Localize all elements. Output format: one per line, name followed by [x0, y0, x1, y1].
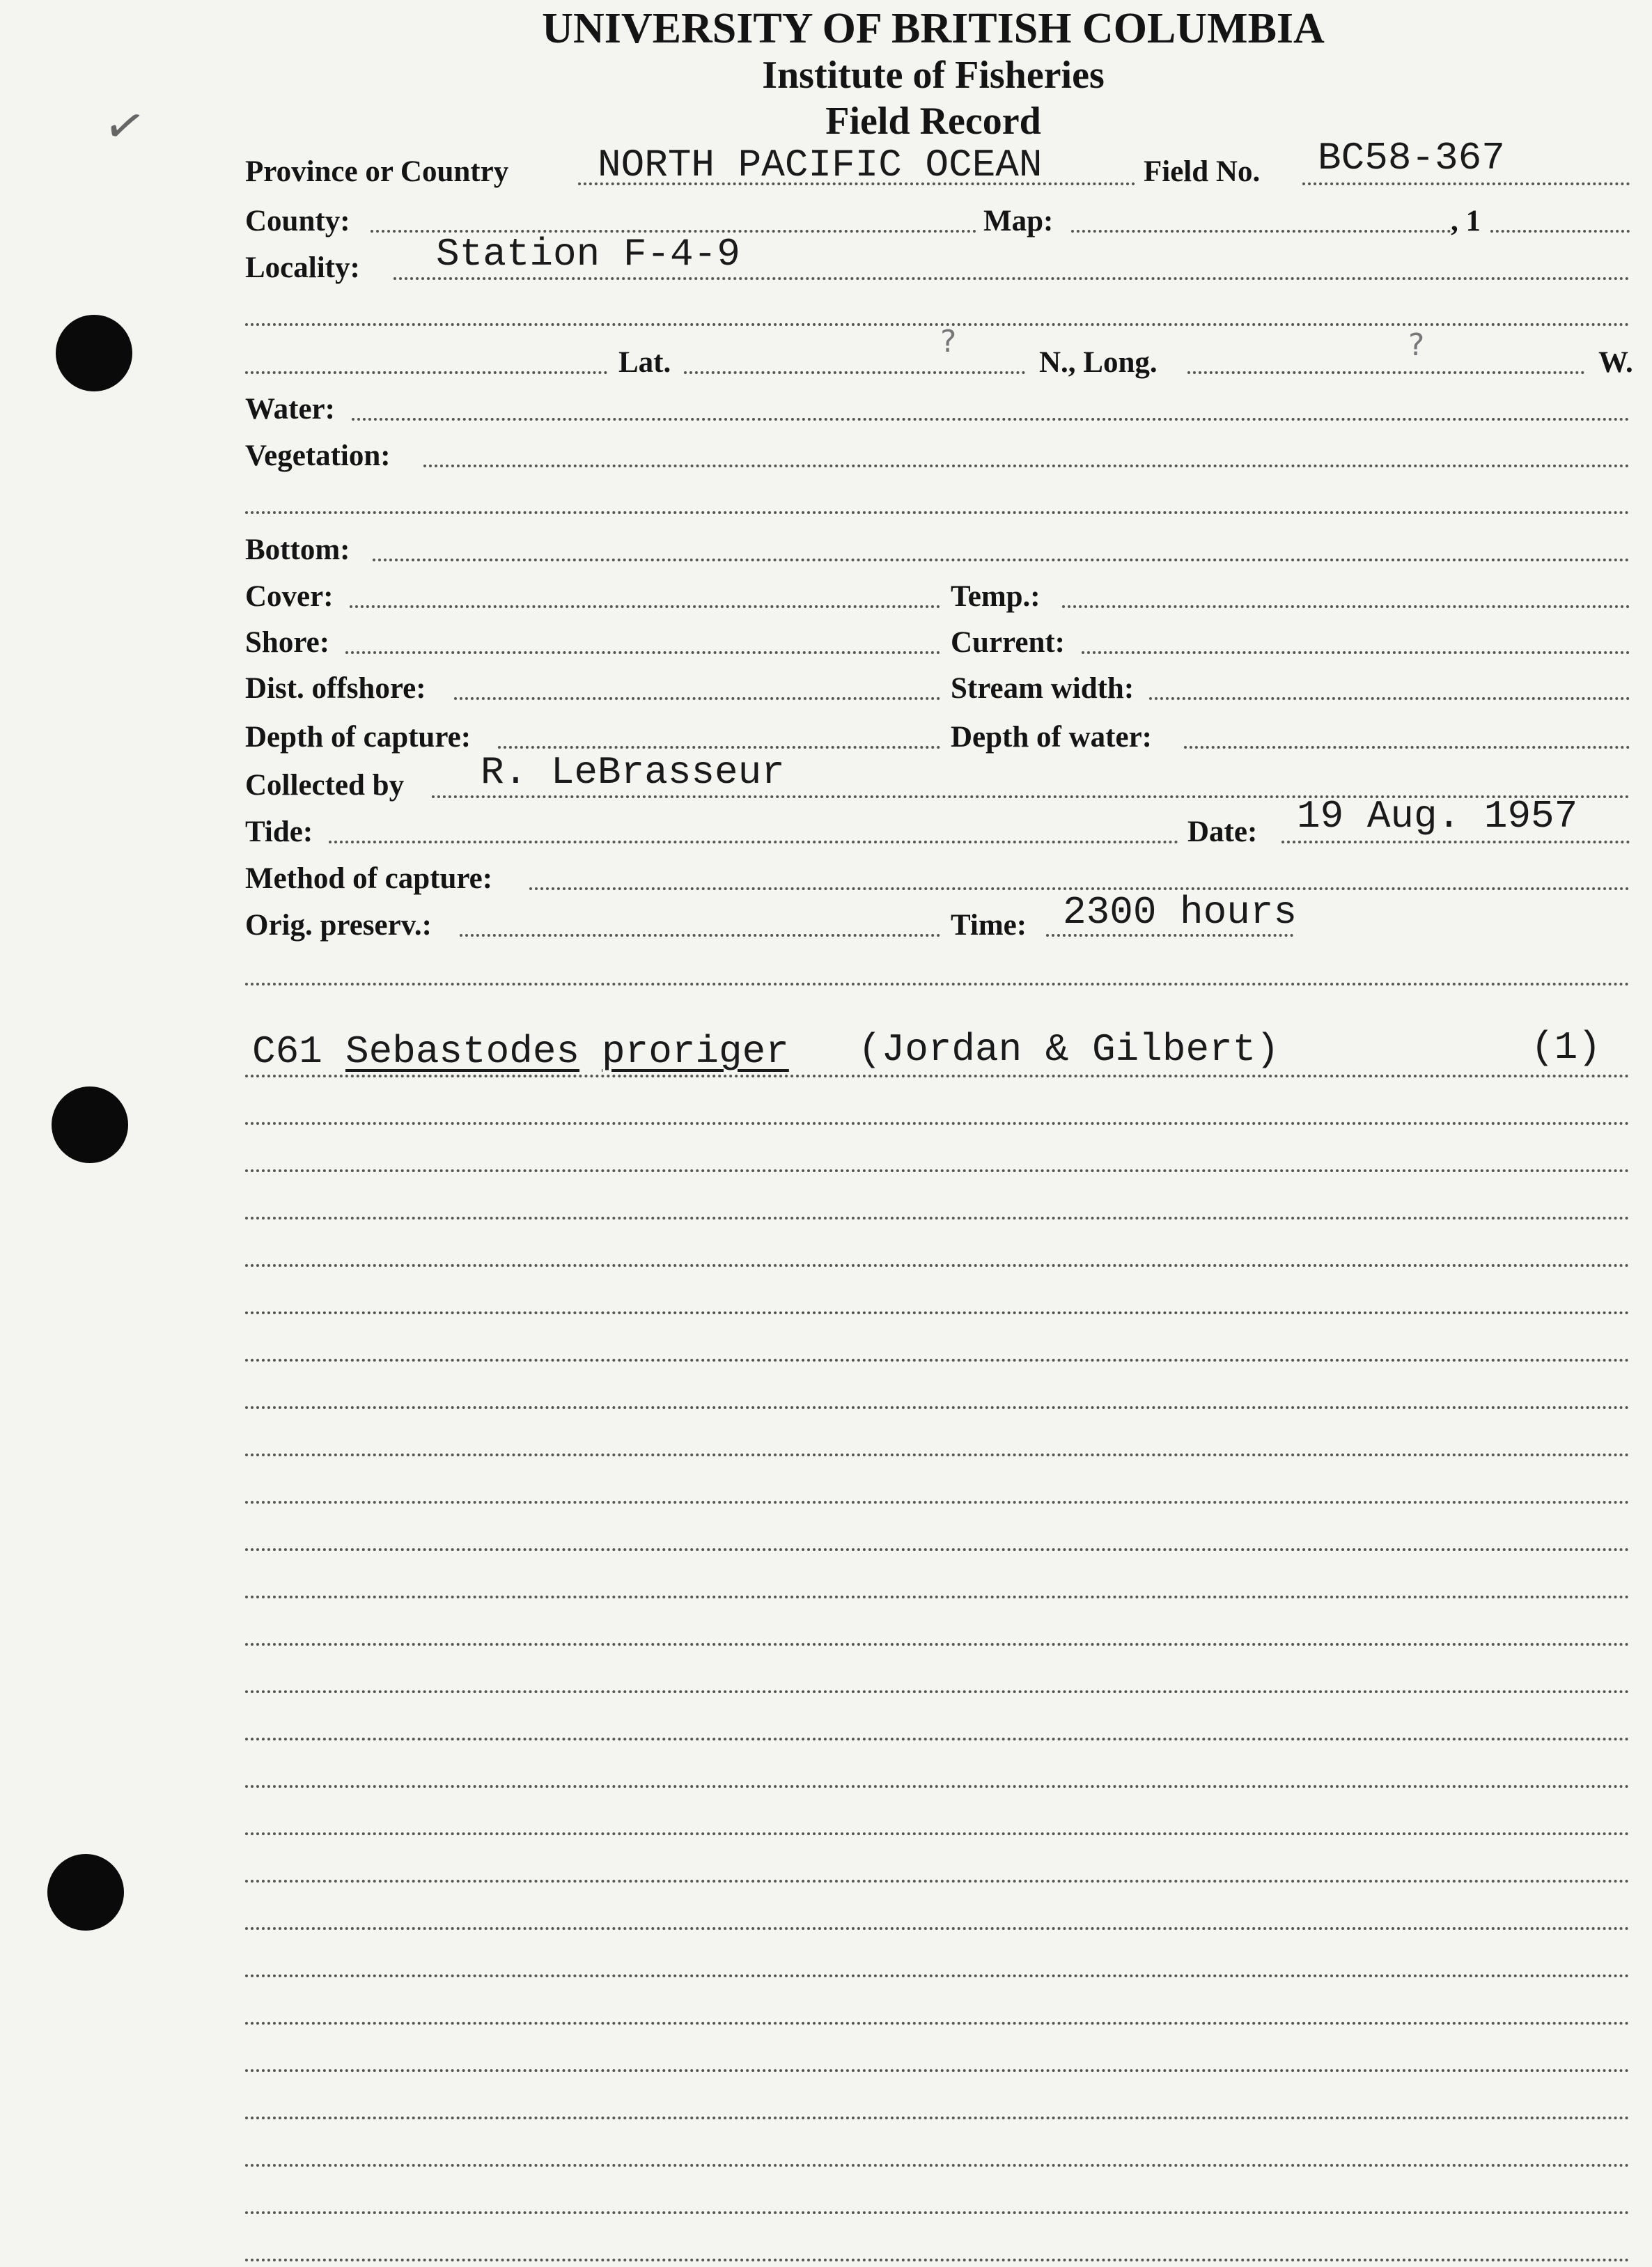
record-title: Field Record [825, 100, 1041, 143]
ruled-line [245, 2069, 1630, 2072]
ruled-line [245, 1548, 1630, 1551]
vegetation-continuation-line [245, 511, 1630, 514]
ruled-line [245, 1454, 1630, 1456]
ruled-line [245, 1738, 1630, 1740]
time-value: 2300 hours [1063, 890, 1298, 935]
check-mark: ✓ [99, 93, 151, 159]
ruled-line [245, 1075, 1630, 1077]
specimen-genus: Sebastodes [345, 1029, 580, 1074]
n-long-label: N., Long. [1039, 346, 1158, 379]
province-value: NORTH PACIFIC OCEAN [598, 143, 1043, 187]
specimen-species: proriger [602, 1029, 789, 1074]
bottom-label: Bottom: [245, 533, 350, 566]
long-line [1187, 371, 1584, 374]
punch-hole-bottom [47, 1854, 124, 1931]
bottom-line [373, 559, 1630, 561]
ruled-line [245, 1169, 1630, 1172]
pre-lat-line [245, 371, 607, 374]
ruled-line [245, 1596, 1630, 1598]
locality-value: Station F-4-9 [436, 232, 740, 276]
tide-line [329, 841, 1178, 843]
depth-water-label: Depth of water: [951, 721, 1152, 754]
collected-by-label: Collected by [245, 769, 405, 802]
map-line [1071, 230, 1451, 233]
ruled-line [245, 1974, 1630, 1977]
orig-preserv-label: Orig. preserv.: [245, 909, 432, 942]
ruled-line [245, 1501, 1630, 1504]
county-label: County: [245, 205, 350, 237]
ruled-line [245, 1359, 1630, 1362]
province-label: Province or Country [245, 155, 509, 188]
university-title: UNIVERSITY OF BRITISH COLUMBIA [542, 5, 1325, 52]
ruled-line [245, 1832, 1630, 1835]
ruled-line [245, 1264, 1630, 1267]
map-suffix: , 1 [1451, 205, 1481, 237]
ruled-line [245, 1690, 1630, 1693]
separator-line [245, 983, 1630, 986]
shore-label: Shore: [245, 626, 330, 659]
ruled-line [245, 1927, 1630, 1930]
temp-label: Temp.: [951, 580, 1041, 613]
current-label: Current: [951, 626, 1066, 659]
ruled-line [245, 1311, 1630, 1314]
field-no-line [1302, 182, 1630, 185]
temp-line [1062, 605, 1630, 608]
tide-label: Tide: [245, 816, 313, 848]
cover-label: Cover: [245, 580, 334, 613]
locality-line [393, 277, 1630, 280]
vegetation-label: Vegetation: [245, 439, 391, 472]
method-label: Method of capture: [245, 862, 493, 895]
water-line [352, 418, 1630, 421]
ruled-line [245, 1217, 1630, 1220]
ruled-line [245, 2117, 1630, 2119]
institute-title: Institute of Fisheries [762, 54, 1105, 97]
ruled-line [245, 2211, 1630, 2214]
ruled-line [245, 2259, 1630, 2261]
depth-water-line [1184, 746, 1630, 749]
time-label: Time: [951, 909, 1027, 942]
ruled-line [245, 1122, 1630, 1125]
specimen-authority: (Jordan & Gilbert) [858, 1027, 1279, 1072]
collected-by-value: R. LeBrasseur [481, 750, 785, 795]
w-label: W. [1598, 346, 1633, 379]
punch-hole-middle [52, 1086, 128, 1163]
vegetation-line [423, 465, 1630, 467]
ruled-line [245, 2022, 1630, 2025]
lat-line [684, 371, 1025, 374]
punch-hole-top [56, 315, 132, 391]
shore-line [345, 651, 940, 654]
field-no-label: Field No. [1144, 155, 1261, 188]
ruled-line [245, 2164, 1630, 2167]
current-line [1082, 651, 1630, 654]
dist-offshore-label: Dist. offshore: [245, 672, 426, 705]
map-scale-line [1490, 230, 1630, 233]
water-label: Water: [245, 393, 335, 426]
depth-capture-line [498, 746, 940, 749]
ruled-line [245, 1785, 1630, 1788]
ruled-line [245, 1406, 1630, 1409]
date-label: Date: [1187, 816, 1258, 848]
specimen-code: C61 [252, 1029, 322, 1074]
stream-width-line [1149, 697, 1630, 700]
orig-preserv-line [460, 934, 940, 937]
long-value: ? [1408, 327, 1425, 363]
date-line [1281, 841, 1630, 843]
field-no-value: BC58-367 [1318, 136, 1505, 180]
lat-value: ? [940, 324, 957, 359]
locality-label: Locality: [245, 251, 360, 284]
depth-capture-label: Depth of capture: [245, 721, 472, 754]
lat-label: Lat. [618, 346, 671, 379]
cover-line [350, 605, 940, 608]
stream-width-label: Stream width: [951, 672, 1135, 705]
dist-offshore-line [454, 697, 940, 700]
ruled-line [245, 1880, 1630, 1883]
ruled-line [245, 1643, 1630, 1646]
date-value: 19 Aug. 1957 [1297, 794, 1578, 839]
locality-continuation-line [245, 323, 1630, 326]
map-label: Map: [983, 205, 1054, 237]
specimen-count: (1) [1531, 1025, 1601, 1070]
